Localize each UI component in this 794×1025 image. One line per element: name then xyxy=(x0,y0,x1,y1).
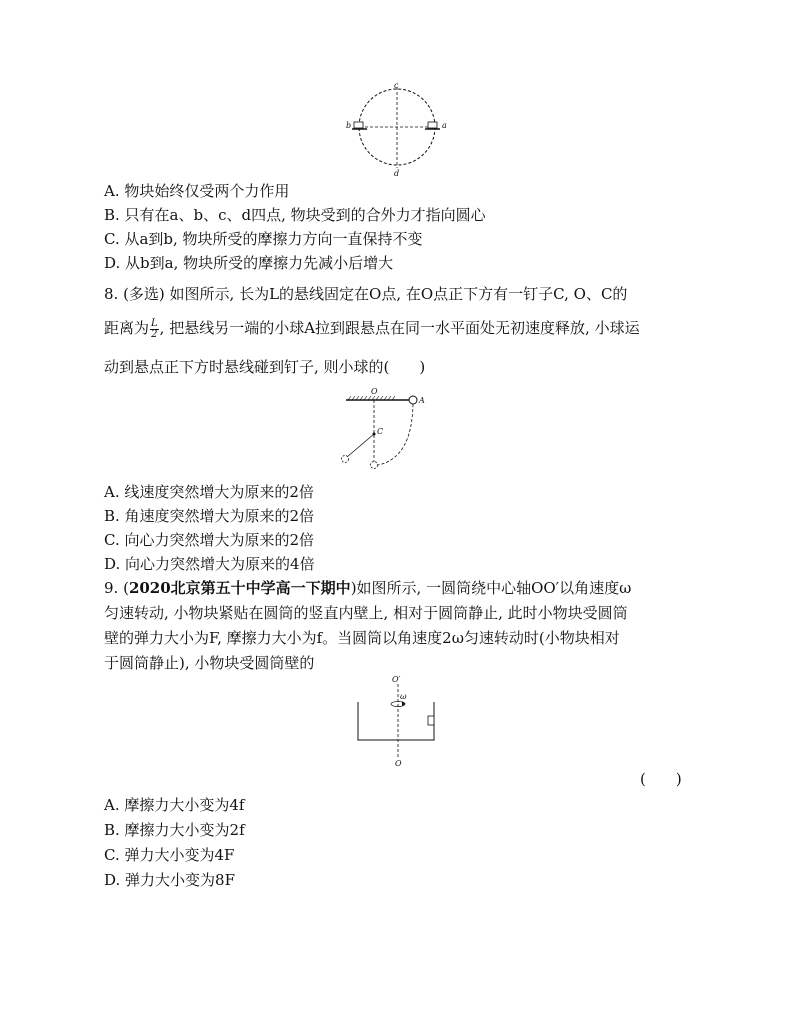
q9-stem-line-1 xyxy=(104,577,631,599)
q7-option-a: A. 物块始终仅受两个力作用 xyxy=(104,182,290,200)
q8-stem-line-1: 8. (多选) 如图所示, 长为L的悬线固定在O点, 在O点正下方有一钉子C, O、C的 xyxy=(104,285,628,303)
q8-option-c: C. 向心力突然增大为原来的2倍 xyxy=(104,531,315,549)
q7-option-c: C. 从a到b, 物块所受的摩擦力方向一直保持不变 xyxy=(104,230,423,248)
q7-block-a xyxy=(428,122,437,128)
q8-string-swing xyxy=(347,434,374,457)
q8-stem-line-2 xyxy=(104,317,640,340)
q8-stem-line-3: 动到悬点正下方时悬线碰到钉子, 则小球的( ) xyxy=(104,358,426,376)
q8-pendulum-figure xyxy=(340,384,450,476)
q9-option-b: B. 摩擦力大小变为2f xyxy=(104,821,245,839)
q8-stem-line-2-pre: 距离为 xyxy=(104,319,150,337)
q9-label-o-bottom: O xyxy=(395,759,402,767)
q9-small-block xyxy=(428,716,434,725)
q8-ball-a xyxy=(409,396,417,404)
q9-cylinder-figure xyxy=(350,672,445,767)
q7-label-d: d xyxy=(394,169,400,178)
q7-option-b: B. 只有在a、b、c、d四点, 物块受到的合外力才指向圆心 xyxy=(104,206,486,224)
q8-option-d: D. 向心力突然增大为原来的4倍 xyxy=(104,555,315,573)
q9-stem-line-4: 于圆筒静止), 小物块受圆筒壁的 xyxy=(104,654,315,672)
q9-stem-line-2: 匀速转动, 小物块紧贴在圆筒的竖直内壁上, 相对于圆筒静止, 此时小物块受圆筒 xyxy=(104,604,628,622)
q7-label-a: a xyxy=(442,121,447,130)
q7-option-d: D. 从b到a, 物块所受的摩擦力先减小后增大 xyxy=(104,254,394,272)
q9-stem-line-1-pre: 9. ( xyxy=(104,579,129,597)
q8-fraction xyxy=(150,319,159,340)
q9-label-omega: ω xyxy=(400,692,407,701)
q8-stem-line-2-post: , 把悬线另一端的小球A拉到跟悬点在同一水平面处无初速度释放, 小球运 xyxy=(159,319,640,337)
q9-label-o-top: O′ xyxy=(392,675,401,684)
q8-label-a: A xyxy=(419,396,425,405)
q9-stem-line-3: 壁的弹力大小为F, 摩擦力大小为f。当圆筒以角速度2ω匀速转动时(小物块相对 xyxy=(104,629,620,647)
q7-circle-figure xyxy=(340,80,455,180)
q8-ball-left xyxy=(342,456,349,463)
q8-label-o: O xyxy=(371,387,378,396)
q9-option-a: A. 摩擦力大小变为4f xyxy=(104,796,245,814)
q8-option-a: A. 线速度突然增大为原来的2倍 xyxy=(104,483,314,501)
q8-ball-bottom xyxy=(371,462,378,469)
q8-fraction-numerator: L xyxy=(151,317,158,329)
q8-fraction-denominator: 2 xyxy=(151,328,158,340)
q8-option-b: B. 角速度突然增大为原来的2倍 xyxy=(104,507,315,525)
q8-label-c: C xyxy=(377,427,384,436)
q9-option-c: C. 弹力大小变为4F xyxy=(104,846,235,864)
q9-option-d: D. 弹力大小变为8F xyxy=(104,871,235,889)
q7-label-c: c xyxy=(394,81,399,90)
q9-stem-line-1-post: )如图所示, 一圆筒绕中心轴OO′以角速度ω xyxy=(350,579,632,597)
q9-cylinder-wall xyxy=(358,702,434,740)
q8-arc-path xyxy=(378,404,413,465)
q7-label-b: b xyxy=(346,121,352,130)
q9-answer-paren: ( ) xyxy=(640,770,682,788)
q9-source: 2020北京第五十中学高一下期中 xyxy=(128,579,351,597)
q7-block-b xyxy=(354,122,363,128)
